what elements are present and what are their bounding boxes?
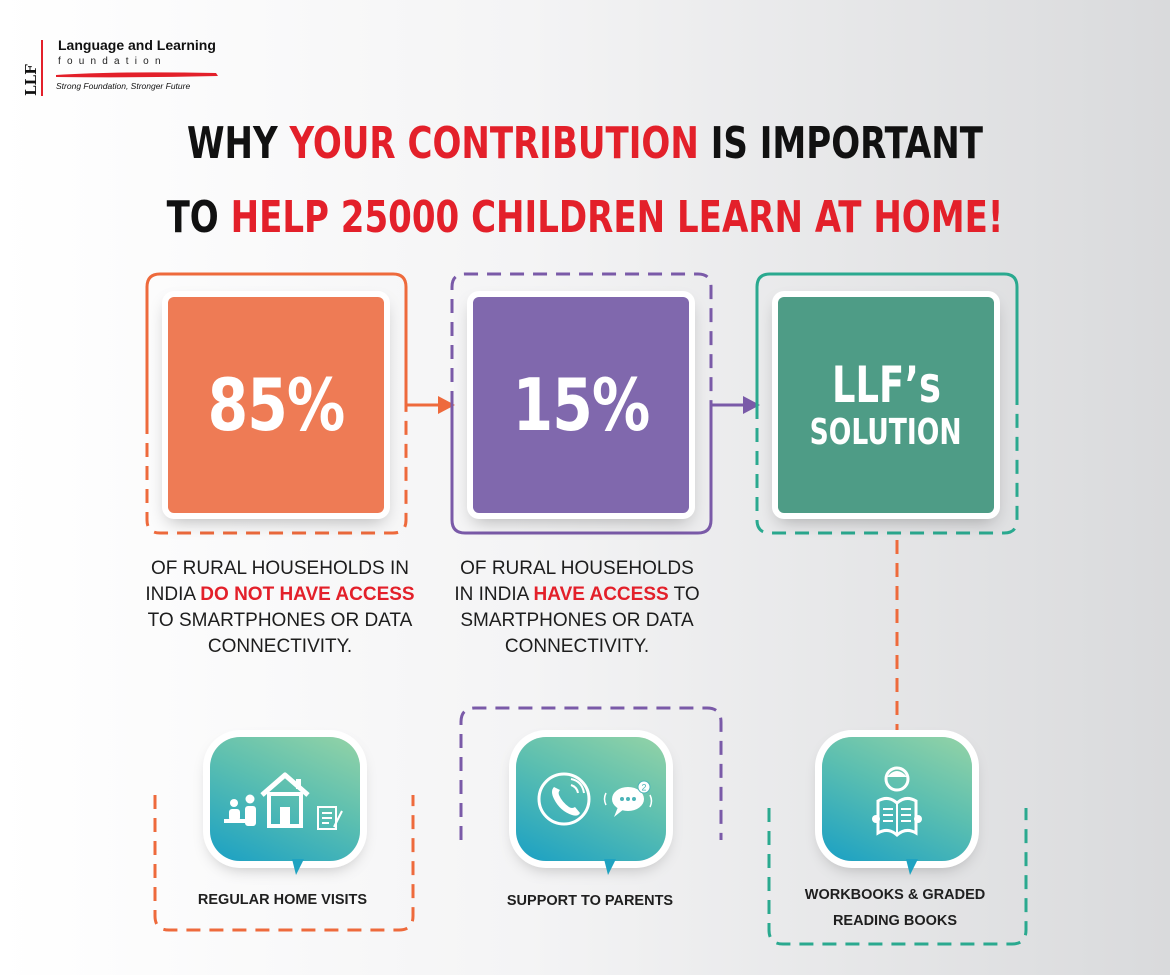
- caption-workbooks-line-1: WORKBOOKS & GRADED: [804, 887, 986, 903]
- logo-tagline: Strong Foundation, Stronger Future: [56, 81, 191, 91]
- home-visit-bubble: [210, 737, 360, 861]
- reading-book-icon: [822, 737, 972, 887]
- desc-15-line-1: OF RURAL HOUSEHOLDS: [460, 558, 694, 579]
- parents-bubble: [516, 737, 666, 861]
- solution-line-1: LLF’s: [831, 356, 941, 414]
- stat-value-85: 85%: [207, 363, 345, 447]
- headline-1-accent: YOUR CONTRIBUTION: [289, 118, 699, 169]
- chat-badge-count: 2: [641, 782, 647, 793]
- desc-85-line-2: [130, 582, 430, 608]
- logo-subtitle: foundation: [58, 56, 167, 67]
- solution-line-2: SOLUTION: [810, 412, 962, 453]
- solution-card: [778, 297, 994, 513]
- caption-workbooks: [770, 882, 1020, 934]
- desc-85-line-1: OF RURAL HOUSEHOLDS IN: [151, 558, 409, 579]
- caption-support-parents: SUPPORT TO PARENTS: [506, 893, 674, 909]
- caption-home-visits: REGULAR HOME VISITS: [197, 892, 368, 908]
- home-visit-icon: [210, 737, 360, 887]
- headline-1-post: IS IMPORTANT: [698, 118, 984, 169]
- stat-card-85: [168, 297, 384, 513]
- books-bubble: [822, 737, 972, 861]
- desc-15-accent: HAVE ACCESS: [533, 584, 669, 605]
- llf-logo-mark: [22, 38, 46, 98]
- desc-85-line-3: TO SMARTPHONES OR DATA: [147, 610, 413, 631]
- stat-value-15: 15%: [512, 363, 650, 447]
- logo-name: Language and Learning: [58, 37, 216, 53]
- stat-card-15: [473, 297, 689, 513]
- stat-description-85: [130, 556, 430, 660]
- desc-15-post: TO: [668, 584, 700, 605]
- desc-15-pre: IN INDIA: [454, 584, 534, 605]
- caption-workbooks-line-2: READING BOOKS: [832, 913, 958, 929]
- desc-85-accent: DO NOT HAVE ACCESS: [200, 584, 415, 605]
- headline-line-1: [82, 119, 1088, 169]
- headline-1-pre: WHY: [186, 118, 290, 169]
- phone-chat-icon: [516, 737, 666, 887]
- stat-description-15: [437, 556, 717, 660]
- llf-logo-letters: LLF: [22, 64, 40, 96]
- logo-brushstroke: [56, 70, 218, 78]
- desc-15-line-3: SMARTPHONES OR DATA: [460, 610, 694, 631]
- desc-85-line-4: CONNECTIVITY.: [207, 636, 353, 657]
- headline-2-pre: TO: [166, 192, 231, 243]
- headline-line-2: [82, 193, 1088, 243]
- headline-2-accent: HELP 25000 CHILDREN LEARN AT HOME!: [230, 192, 1004, 243]
- desc-15-line-2: [437, 582, 717, 608]
- desc-15-line-4: CONNECTIVITY.: [504, 636, 650, 657]
- desc-85-pre: INDIA: [145, 584, 201, 605]
